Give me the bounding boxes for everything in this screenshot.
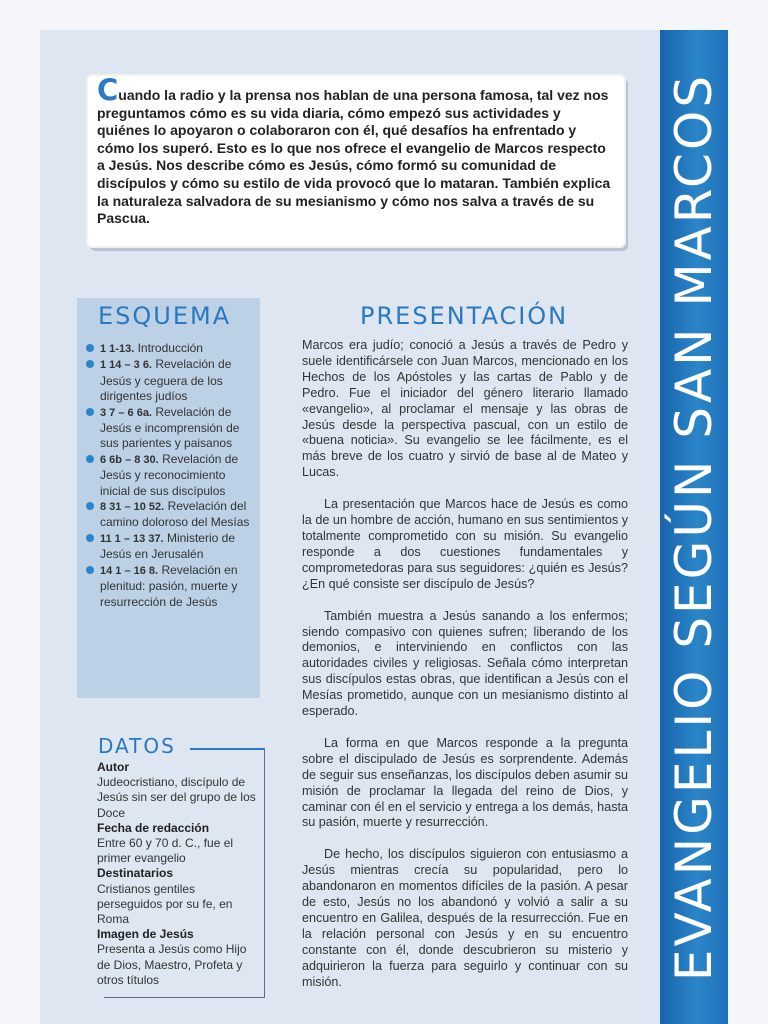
list-item (86, 405, 256, 452)
datos-label-fecha: Fecha de redacción (97, 820, 210, 835)
item-ref: 11 1 – 13 37. (100, 532, 164, 545)
bullet-icon (86, 408, 94, 416)
item-ref: 8 31 – 10 52. (100, 501, 165, 514)
item-text: Revelación de Jesús y reconocimiento inicial de sus discípulos (100, 451, 239, 498)
paragraph: También muestra a Jesús sanando a los enfermos; siendo compasivo con quienes sufren; liberando de los demonios, e interviniendo en conflictos con las autoridades civiles y religiosas. Señala cómo interpretan sus discípulos estas obras, que identifican a Jesús con el Mesías prometido, aunque con un mesianismo distinto al esperado. (302, 608, 628, 719)
list-item (86, 499, 256, 531)
item-ref: 1 14 – 3 6. (100, 359, 152, 372)
intro-text (97, 73, 617, 228)
datos-label-destinatarios: Destinatarios (97, 866, 174, 881)
item-ref: 3 7 – 6 6a. (100, 406, 152, 419)
datos-label-imagen: Imagen de Jesús (97, 927, 194, 942)
intro-dropcap: C (97, 73, 119, 107)
datos-underline (190, 748, 265, 750)
item-ref: 6 6b – 8 30. (100, 453, 159, 466)
datos-label-autor: Autor (97, 760, 129, 774)
datos-value-imagen: Presenta a Jesús como Hijo de Dios, Maestro, Profeta y otros títulos (97, 942, 247, 987)
datos-border-right (264, 748, 265, 998)
bullet-icon (86, 566, 94, 574)
esquema-title: ESQUEMA (98, 302, 232, 330)
esquema-list (86, 341, 256, 610)
bullet-icon (86, 360, 94, 368)
datos-value-fecha: Entre 60 y 70 d. C., fue el primer evangelio (97, 836, 234, 866)
list-item (86, 452, 256, 499)
bullet-icon (86, 344, 94, 352)
item-text: Revelación del camino doloroso del Mesías (100, 499, 250, 530)
intro-body: uando la radio y la prensa nos hablan de una persona famosa, tal vez nos preguntamos cómo es su vida diaria, cómo empezó sus actividades y quiénes lo apoyaron o colaboraron con él, qué desafíos ha enfrentado y cómo los superó. Esto es lo que nos ofrece el evangelio de Marcos respecto a Jesús. Nos describe cómo es Jesús, cómo formó su comunidad de discípulos y cómo su estilo de vida provocó que lo mataran. También explica la naturaleza salvadora de su mesianismo y cómo nos salva a través de su Pascua. (97, 87, 611, 227)
paragraph: De hecho, los discípulos siguieron con entusiasmo a Jesús mientras crecía su popularidad, pero lo abandonaron en momentos difíciles de la pasión. A pesar de esto, Jesús no los abandonó y volvió a salir a su encuentro en Galilea, después de la resurrección. Fue en la relación personal con Jesús y en su encuentro constante con él, donde descubrieron su misterio y adquirieron la fuerza para seguirlo y continuar con su misión. (302, 847, 628, 989)
list-item (86, 563, 256, 610)
paragraph: La forma en que Marcos responde a la pregunta sobre el discipulado de Jesús es sorprendente. Además de seguir sus enseñanzas, los discípulos deben asumir su misión de proclamar la llegada del reino de Dios, y caminar con él en el servicio y entrega a los demás, hasta su pasión, muerte y resurrección. (302, 735, 628, 830)
item-text: Ministerio de Jesús en Jerusalén (100, 530, 235, 562)
datos-value-destinatarios: Cristianos gentiles perseguidos por su fe, en Roma (97, 881, 233, 927)
paragraph: La presentación que Marcos hace de Jesús es como la de un hombre de acción, humano en sus sentimientos y totalmente comprometido con su misión. Su evangelio responde a dos cuestiones fundamentales y comprometedoras para sus seguidores: ¿quién es Jesús? ¿En qué consiste ser discípulo de Jesús? (302, 497, 628, 591)
datos-section (97, 760, 257, 988)
datos-border-bottom (104, 997, 265, 998)
list-item (86, 531, 256, 563)
paragraph: Marcos era judío; conoció a Jesús a través de Pedro y suele identificársele con Juan Marcos, mencionado en los Hechos de los Apóstoles y las cartas de Pablo y de Pedro. Fue el iniciador del género literario llamado «evangelio», al proclamar el mensaje y las obras de Jesús desde la perspectiva pascual, con un estilo de «buena noticia». Su evangelio se lee fácilmente, es el más breve de los cuatro y sirvió de base al de Mateo y Lucas. (302, 338, 628, 480)
presentacion-title: PRESENTACIÓN (360, 302, 569, 330)
list-item (86, 341, 256, 357)
datos-value-autor: Judeocristiano, discípulo de Jesús sin ser del grupo de los Doce (97, 775, 256, 820)
book-title: EVANGELIO SEGÚN SAN MARCOS (665, 72, 723, 982)
item-text: Revelación de Jesús y ceguera de los dirigentes judíos (100, 357, 232, 404)
bullet-icon (86, 455, 94, 463)
item-text: Revelación en plenitud: pasión, muerte y resurrección de Jesús (100, 562, 238, 609)
item-text: Revelación de Jesús e incomprensión de sus parientes y paisanos (100, 404, 240, 451)
presentacion-body (302, 338, 628, 1007)
list-item (86, 357, 256, 404)
bullet-icon (86, 502, 94, 510)
item-ref: 14 1 – 16 8. (100, 564, 159, 577)
datos-title: DATOS (98, 734, 176, 758)
item-ref: 1 1-13. (100, 343, 135, 355)
bullet-icon (86, 534, 94, 542)
item-text: Introducción (137, 341, 203, 355)
